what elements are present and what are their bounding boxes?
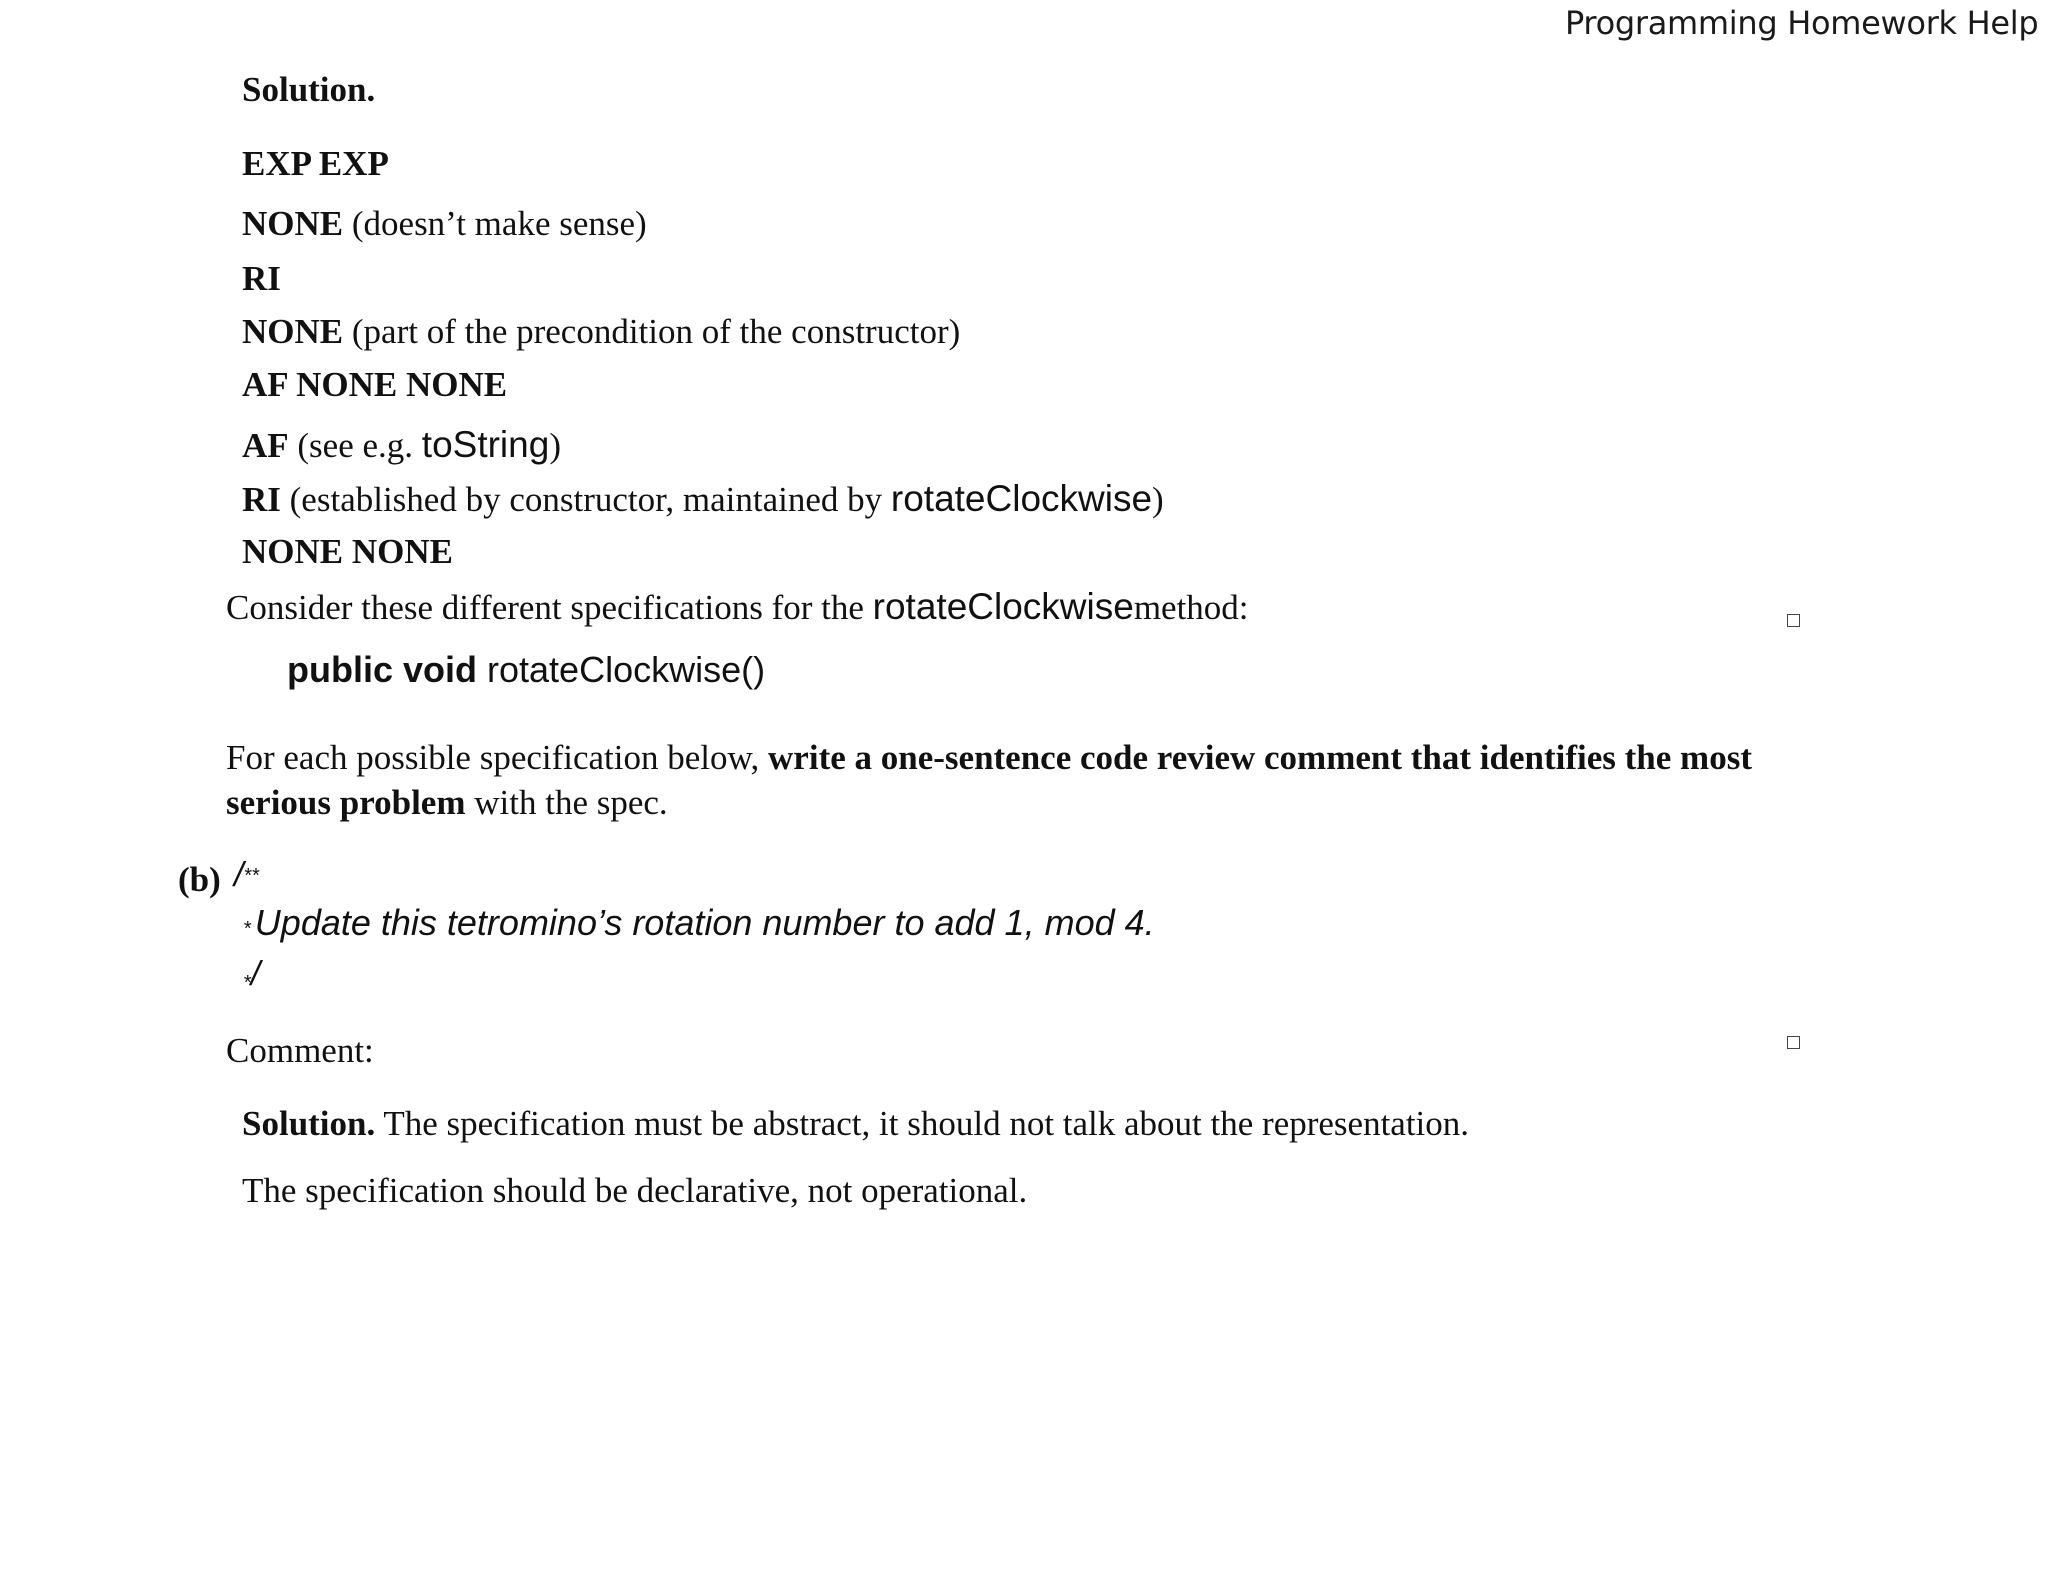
instructions-text: For each possible specification below, [226,738,769,777]
javadoc-star: * [243,918,251,940]
method-signature [287,649,765,691]
checkbox-icon [1787,1036,1800,1049]
instructions-line-2 [226,785,668,820]
instructions-bold: write a one-sentence code review comment that identifies the most [768,738,1752,777]
answer-note: (doesn’t make sense) [343,204,647,243]
answer-keyword: NONE NONE [242,532,453,571]
code-identifier: toString [421,424,550,465]
answer-line-6 [242,426,561,463]
answer-line-7 [242,480,1164,517]
solution-2-line-2: The specification should be declarative, not operational. [242,1171,1028,1210]
part-b-label: (b) [178,860,221,899]
javadoc-open: /** [234,856,260,894]
answer-note: (see e.g. [288,426,422,465]
javadoc-close: */ [243,955,261,994]
signature-name: rotateClockwise() [477,649,766,690]
comment-label: Comment: [226,1031,374,1070]
answer-keyword: NONE [242,204,344,243]
answer-keyword: NONE [242,312,344,351]
answer-line-2 [242,206,647,241]
javadoc-body [243,902,1155,944]
instructions-text: with the spec. [465,783,668,822]
answer-line-8 [242,534,453,569]
code-identifier: rotateClockwise [872,586,1134,627]
signature-keywords: public void [287,649,478,690]
page-header-title: Programming Homework Help [1565,4,2039,42]
answer-keyword: RI [242,480,281,519]
answer-note-tail: ) [549,426,561,465]
instructions-line-1 [226,740,1752,775]
solution-text: The specification must be abstract, it should not talk about the representation. [375,1104,1470,1143]
solution-label: Solution. [242,70,376,109]
instructions-bold: serious problem [226,783,466,822]
answer-keyword: AF NONE NONE [242,365,508,404]
checkbox-icon [1787,614,1800,627]
answer-keyword: RI [242,259,281,298]
answer-keyword: EXP EXP [242,144,389,183]
answer-line-5 [242,367,507,402]
answer-keyword: AF [242,426,289,465]
question-intro-text: Consider these different specifications for the [226,588,873,627]
question-intro-tail: method: [1133,588,1249,627]
answer-note: (established by constructor, maintained by [280,480,891,519]
answer-line-1 [242,146,389,181]
question-intro [226,588,1249,625]
javadoc-body-text: Update this tetromino’s rotation number to add 1, mod 4. [254,902,1155,943]
solution-2-line-1 [242,1106,1469,1141]
code-identifier: rotateClockwise [890,478,1153,519]
answer-note-tail: ) [1152,480,1164,519]
answer-note: (part of the precondition of the constructor) [343,312,961,351]
answer-line-3 [242,261,281,296]
answer-line-4 [242,314,960,349]
solution-label: Solution. [242,1104,376,1143]
